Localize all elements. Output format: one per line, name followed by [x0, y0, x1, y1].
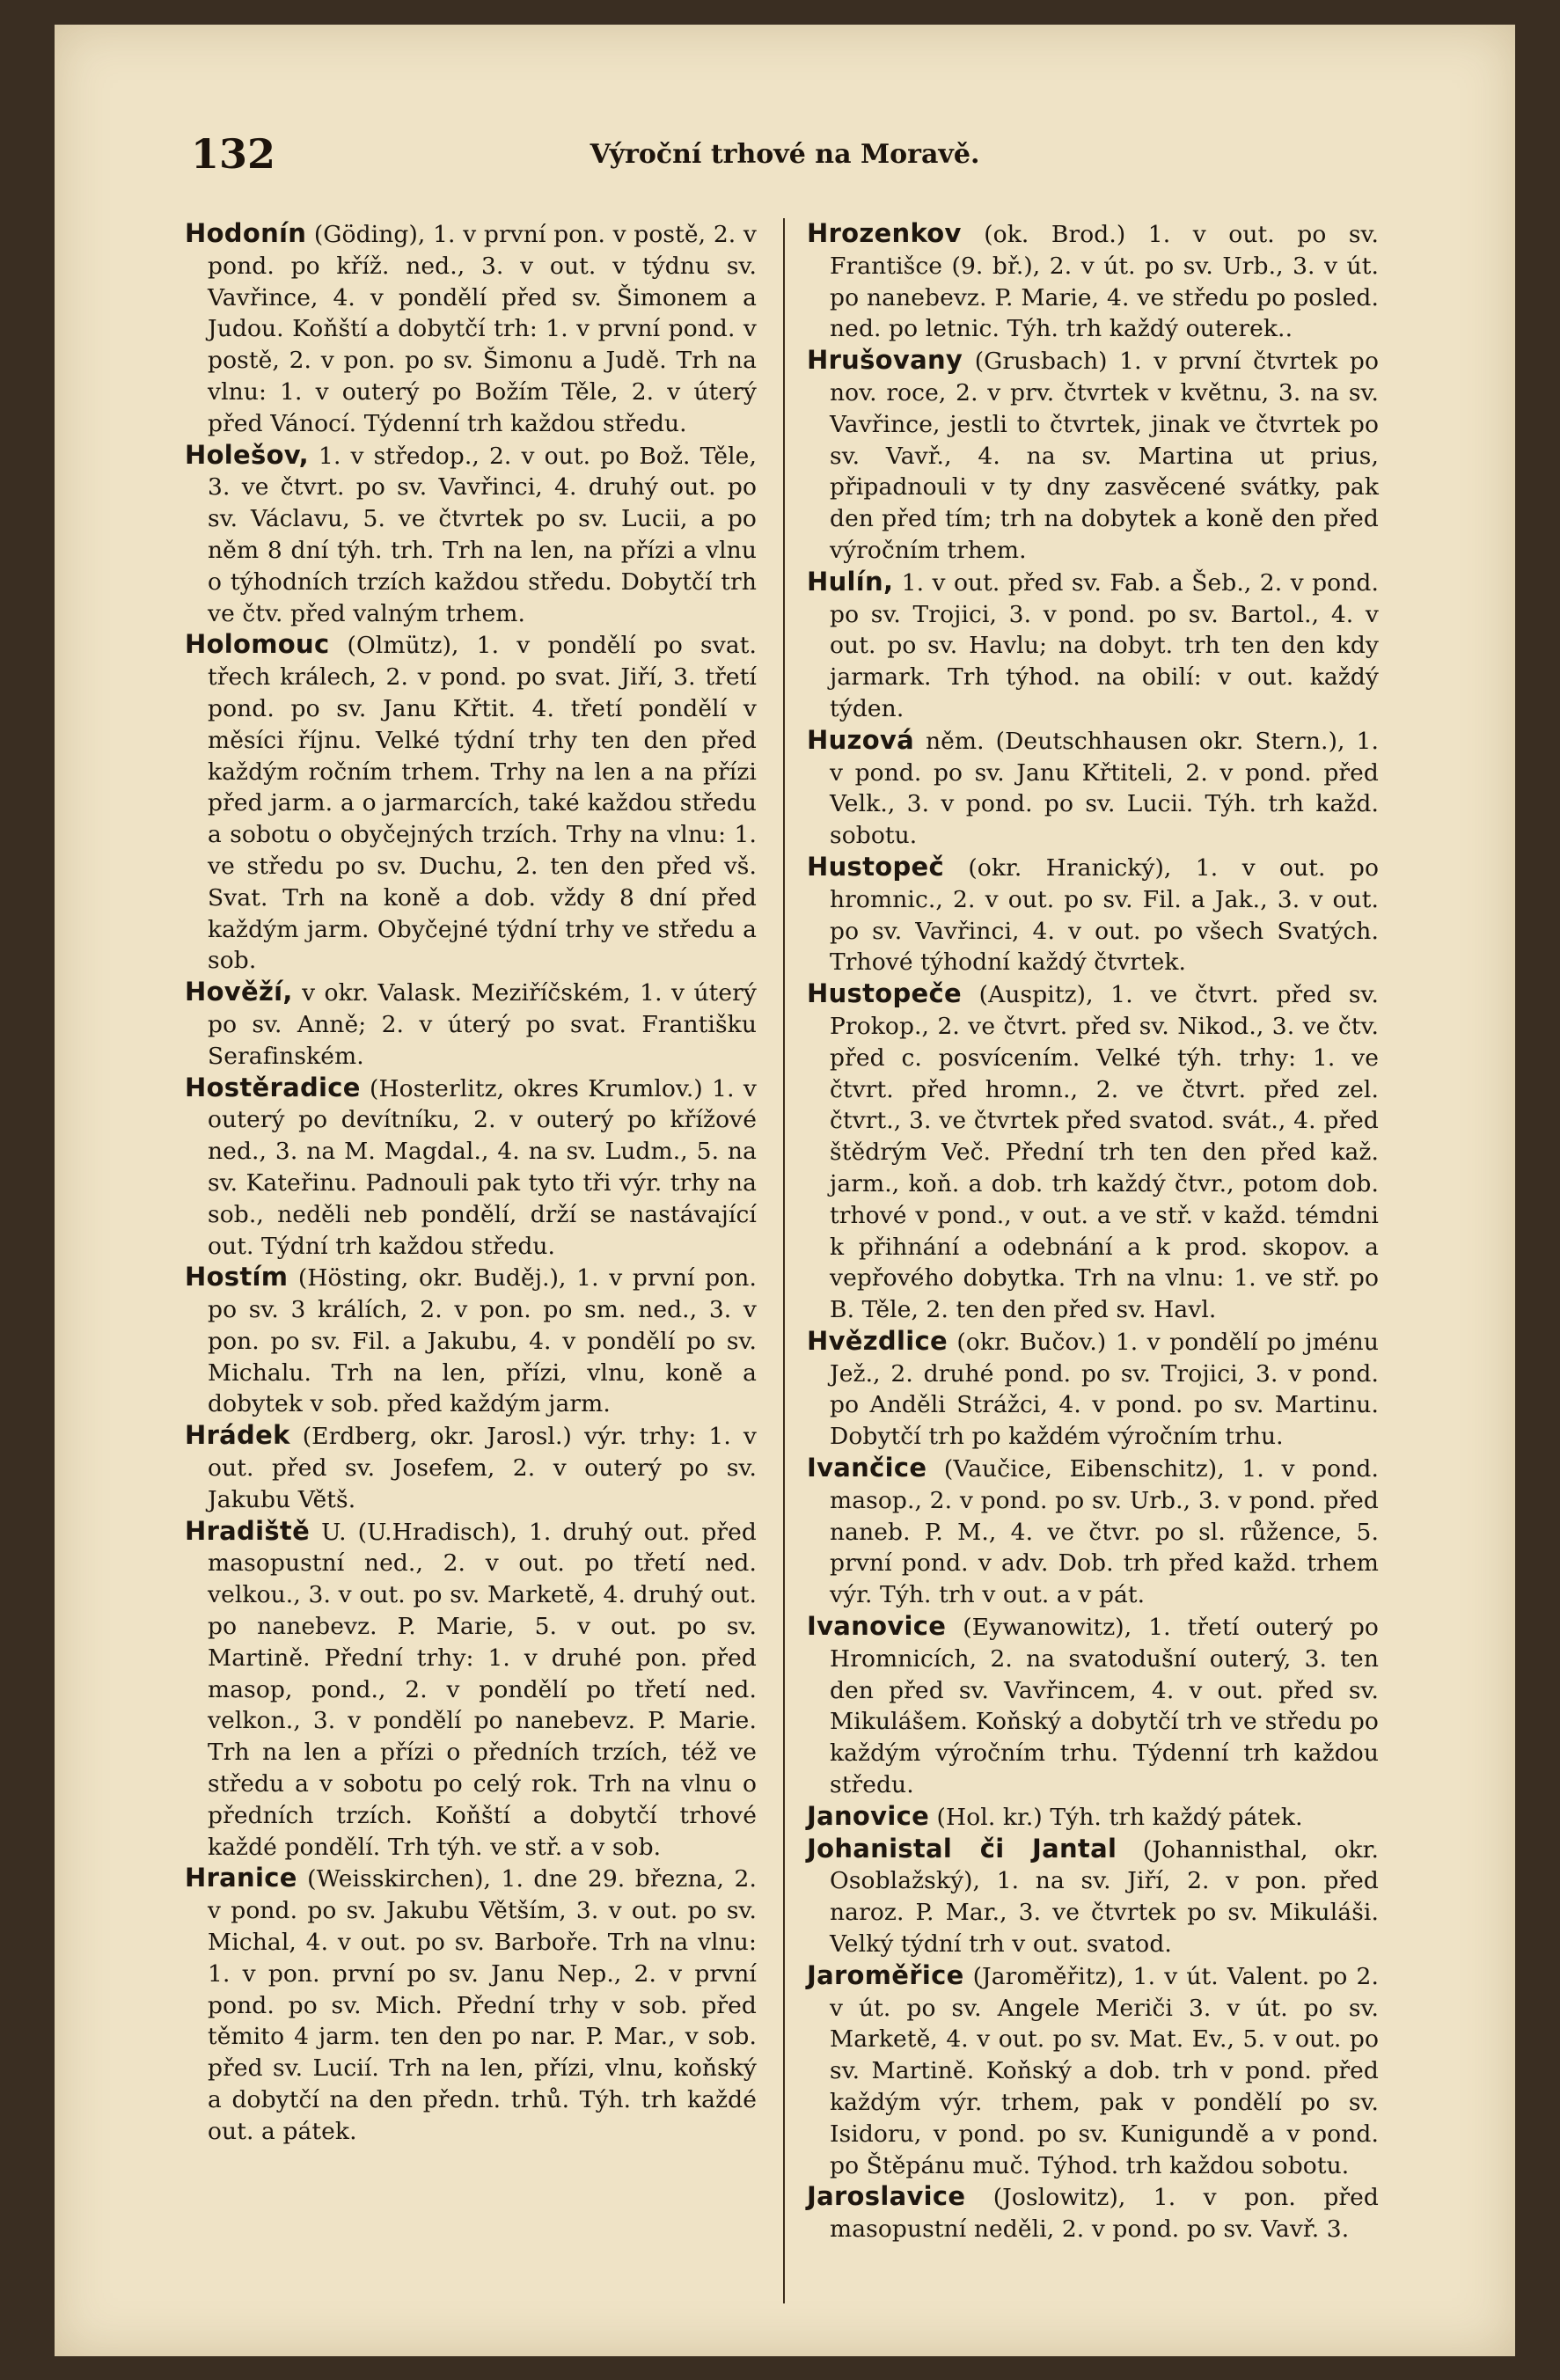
entry-text: něm. (Deutschhausen okr. Stern.), 1. v pond. po sv. Janu Křtiteli, 2. v pond. před Velk., 3. v pond. po sv. Lucii. Týh. trh každ. sobotu. [830, 727, 1379, 850]
entry-place-name: Ivanovice [807, 1611, 947, 1642]
page-header [55, 130, 1515, 192]
entry-text: (Grusbach) 1. v první čtvrtek po nov. roce, 2. v prv. čtvrtek v květnu, 3. na sv. Vavřince, jestli to čtvrtek, jinak ve čtvrtek po sv. Vavř., 4. na sv. Martina ut prius, připadnouli v ty dny zasvěcené svátky, pak den před tím; trh na dobytek a koně den před výročním trhem. [830, 348, 1379, 564]
entry-text: (Erdberg, okr. Jarosl.) výr. trhy: 1. v out. před sv. Josefem, 2. v outerý po sv. Jakubu Větš. [208, 1423, 757, 1513]
entry-text: (Hol. kr.) Týh. trh každý pátek. [929, 1803, 1303, 1831]
gazetteer-entry [185, 1420, 757, 1515]
page-number: 132 [191, 130, 276, 178]
running-title: Výroční trhové na Moravě. [590, 139, 980, 170]
entry-text: 1. v out. před sv. Fab. a Šeb., 2. v pond. po sv. Trojici, 3. v pond. po sv. Bartol., 4. v out. po sv. Havlu; na dobyt. trh ten den kdy jarmark. Trh týhod. na obilí: v out. každý týden. [830, 568, 1379, 722]
gazetteer-entry [185, 218, 757, 440]
entry-text: (Olmütz), 1. v pondělí po svat. třech králech, 2. v pond. po svat. Jiří, 3. třetí pond. po sv. Janu Křtit. 4. třetí pondělí v měsíci říjnu. Velké týdní trhy ten den před každým ročním trhem. Trhy na len a na přízi před jarm. a o jarmarcích, také každou středu a sobotu o obyčejných trzích. Trhy na vlnu: 1. ve středu po sv. Duchu, 2. ten den před vš. Svat. Trh na koně a dob. vždy 8 dní před každým jarm. Obyčejné týdní trhy ve středu a sob. [208, 632, 757, 975]
book-page [55, 25, 1515, 2356]
entry-place-name: Hulín, [807, 566, 894, 597]
entry-place-name: Hostěradice [185, 1072, 361, 1102]
gazetteer-entry [185, 440, 757, 630]
left-column [185, 218, 757, 2148]
gazetteer-entry [185, 1516, 757, 1864]
gazetteer-entry [807, 1801, 1379, 1834]
gazetteer-entry [807, 1326, 1379, 1453]
column-divider [783, 218, 785, 2303]
gazetteer-entry [807, 2181, 1379, 2245]
entry-place-name: Holešov, [185, 439, 309, 470]
gazetteer-entry [185, 629, 757, 977]
entry-place-name: Johanistal či Jantal [807, 1833, 1117, 1864]
entry-place-name: Huzová [807, 724, 914, 755]
entry-place-name: Hrádek [185, 1420, 290, 1451]
entry-text: v okr. Valask. Meziříčském, 1. v úterý po sv. Anně; 2. v úterý po svat. Františku Serafinském. [208, 979, 757, 1070]
gazetteer-entry [807, 852, 1379, 978]
gazetteer-entry [185, 1073, 757, 1263]
entry-place-name: Hradiště [185, 1515, 311, 1546]
entry-text: (Jaroměřitz), 1. v út. Valent. po 2. v út. po sv. Angele Meriči 3. v út. po sv. Marketě, 4. v out. po sv. Mat. Ev., 5. v out. po sv. Martině. Koňský a dob. trh v pond. před každým výr. trhem, pak v pondělí po sv. Isidoru, v pond. po sv. Kunigundě a v pond. po Štěpánu muč. Týhod. trh každou sobotu. [830, 1962, 1379, 2179]
entry-place-name: Hodonín [185, 218, 307, 248]
gazetteer-entry [807, 567, 1379, 725]
gazetteer-entry [807, 1453, 1379, 1611]
entry-place-name: Hustopeč [807, 851, 944, 882]
entry-text: (okr. Bučov.) 1. v pondělí po jménu Jež., 2. druhé pond. po sv. Trojici, 3. v pond. po Anděli Strážci, 4. v pond. po sv. Martinu. Dobytčí trh po každém výročním trhu. [830, 1328, 1379, 1451]
gazetteer-entry [185, 1863, 757, 2147]
entry-place-name: Hranice [185, 1863, 297, 1893]
entry-text: (ok. Brod.) 1. v out. po sv. Františce (9. bř.), 2. v út. po sv. Urb., 3. v út. po nanebevz. P. Marie, 4. ve středu po posled. ned. po letnic. Týh. trh každý outerek.. [830, 221, 1379, 343]
gazetteer-entry [807, 1611, 1379, 1801]
entry-text: 1. v středop., 2. v out. po Bož. Těle, 3. ve čtvrt. po sv. Vavřinci, 4. druhý out. po sv. Václavu, 5. ve čtvrtek po sv. Lucii, a po něm 8 dní týh. trh. Trh na len, na přízi a vlnu o týhodních trzích každou středu. Dobytčí trh ve čtv. před valným trhem. [208, 442, 757, 627]
entry-text: U. (U.Hradisch), 1. druhý out. před masopustní ned., 2. v out. po třetí ned. velkou., 3. v out. po sv. Marketě, 4. druhý out. po nanebevz. P. Marie, 5. v out. po sv. Martině. Přední trhy: 1. v druhé pon. před masop, pond., 2. v pondělí po třetí ned. velkon., 3. v pondělí po nanebevz. P. Marie. Trh na len a přízi o předních trzích, též ve středu a v sobotu po celý rok. Trh na vlnu o předních trzích. Koňští a dobytčí trhové každé pondělí. Trh týh. ve stř. a v sob. [208, 1518, 757, 1861]
entry-place-name: Hvězdlice [807, 1325, 948, 1356]
entry-place-name: Janovice [807, 1800, 930, 1831]
entry-place-name: Hustopeče [807, 978, 962, 1009]
entry-text: (Joslowitz), 1. v pon. před masopustní neděli, 2. v pond. po sv. Vavř. 3. [830, 2184, 1379, 2244]
gazetteer-entry [807, 725, 1379, 852]
right-column [807, 218, 1379, 2245]
entry-text: (Johannisthal, okr. Osoblažský), 1. na sv. Jiří, 2. v pon. před naroz. P. Mar., 3. ve čtvrtek po sv. Mikuláši. Velký týdní trh v out. svatod. [830, 1835, 1379, 1959]
entry-place-name: Hrozenkov [807, 218, 962, 248]
gazetteer-entry [807, 978, 1379, 1326]
entry-place-name: Ivančice [807, 1453, 927, 1483]
gazetteer-entry [807, 345, 1379, 567]
gazetteer-entry [807, 1960, 1379, 2182]
gazetteer-entry [807, 1834, 1379, 1960]
entry-text: (Göding), 1. v první pon. v postě, 2. v pond. po kříž. ned., 3. v out. v týdnu sv. Vavřince, 4. v pondělí před sv. Šimonem a Judou. Koňští a dobytčí trh: 1. v první pond. v postě, 2. v pon. po sv. Šimonu a Judě. Trh na vlnu: 1. v outerý po Božím Těle, 2. v úterý před Vánocí. Týdenní trh každou středu. [208, 221, 757, 437]
entry-text: (Eywanowitz), 1. třetí outerý po Hromnicích, 2. na svatodušní outerý, 3. ten den před sv. Vavřincem, 4. v out. před sv. Mikulášem. Koňský a dobytčí trh ve středu po každým výročním trhu. Týdenní trh každou středu. [830, 1614, 1379, 1799]
entry-text: (Weisskirchen), 1. dne 29. března, 2. v pond. po sv. Jakubu Větším, 3. v out. po sv. Michal, 4. v out. po sv. Barboře. Trh na vlnu: 1. v pon. první po sv. Janu Nep., 2. v první pond. po sv. Mich. Přední trhy v sob. před těmito 4 jarm. ten den po nar. P. Mar., v sob. před sv. Lucií. Trh na len, přízi, vlnu, koňský a dobytčí na den předn. trhů. Týh. trh každé out. a pátek. [208, 1865, 757, 2145]
gazetteer-entry [807, 218, 1379, 345]
entry-text: (okr. Hranický), 1. v out. po hromnic., 2. v out. po sv. Fil. a Jak., 3. v out. po sv. Vavřinci, 4. v out. po všech Svatých. Trhové týhodní každý čtvrtek. [830, 853, 1379, 977]
entry-place-name: Jaroměřice [807, 1959, 964, 1990]
entry-text: (Hosterlitz, okres Krumlov.) 1. v outerý po devítníku, 2. v outerý po křížové ned., 3. na M. Magdal., 4. na sv. Ludm., 5. na sv. Kateřinu. Padnouli pak tyto tři výr. trhy na sob., neděli neb pondělí, drží se nastávající out. Týdní trh každou středu. [208, 1074, 757, 1260]
entry-text: (Hösting, okr. Buděj.), 1. v první pon. po sv. 3 králích, 2. v pon. po sm. ned., 3. v pon. po sv. Fil. a Jakubu, 4. v pondělí po sv. Michalu. Trh na len, přízi, vlnu, koně a dobytek v sob. před každým jarm. [208, 1264, 757, 1418]
entry-place-name: Hostím [185, 1262, 289, 1293]
gazetteer-entry [185, 977, 757, 1072]
entry-text: (Auspitz), 1. ve čtvrt. před sv. Prokop., 2. ve čtvrt. před sv. Nikod., 3. ve čtv. před c. posvícením. Velké týh. trhy: 1. ve čtvrt. před hromn., 2. ve čtvrt. před zel. čtvrt., 3. ve čtvrtek před svatod. svát., 4. před štědrým Več. Přední trh ten den před kaž. jarm., koň. a dob. trh každý čtvr., potom dob. trhové v pond., v out. a ve stř. v každ. témdni k přihnání a odebnání a k prod. skopov. a vepřového dobytka. Trh na vlnu: 1. ve stř. po B. Těle, 2. ten den před sv. Havl. [830, 981, 1379, 1324]
gazetteer-entry [185, 1262, 757, 1420]
entry-place-name: Hověží, [185, 977, 293, 1007]
entry-place-name: Hrušovany [807, 345, 963, 376]
entry-text: (Vaučice, Eibenschitz), 1. v pond. masop., 2. v pond. po sv. Urb., 3. v pond. před naneb. P. M., 4. ve čtvr. po sl. růžence, 5. první pond. v adv. Dob. trh před každ. trhem výr. Týh. trh v out. a v pát. [830, 1455, 1379, 1609]
entry-place-name: Holomouc [185, 629, 330, 660]
entry-place-name: Jaroslavice [807, 2181, 966, 2212]
